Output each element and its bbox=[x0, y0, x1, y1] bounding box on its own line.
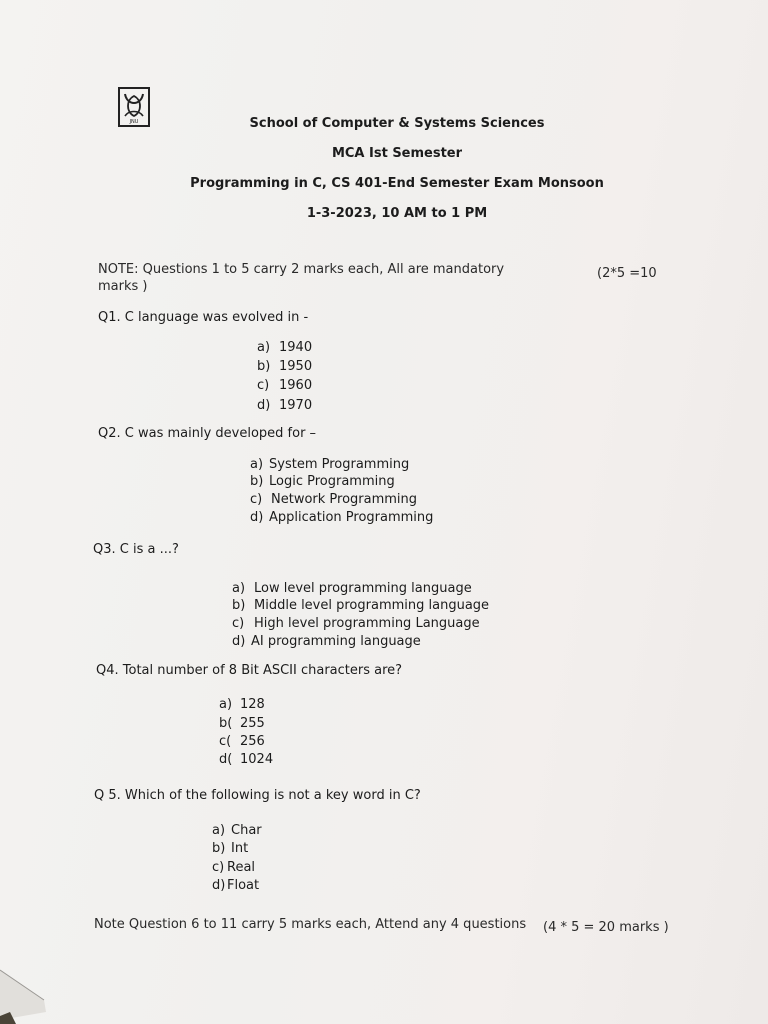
question-5-option-d: d) Float bbox=[212, 878, 260, 893]
question-5-option-b: b) Int bbox=[212, 841, 249, 856]
question-2-option-b: b) Logic Programming bbox=[250, 474, 395, 489]
exam-datetime: 1-3-2023, 10 AM to 1 PM bbox=[306, 206, 488, 221]
school-name: School of Computer & Systems Sciences bbox=[249, 116, 545, 131]
question-4-option-c: c( 256 bbox=[219, 734, 265, 749]
question-4-option-b: b( 255 bbox=[219, 716, 265, 731]
question-3-option-c: c) High level programming Language bbox=[232, 616, 480, 631]
question-5-option-a: a) Char bbox=[212, 823, 262, 838]
section-2-note: Note Question 6 to 11 carry 5 marks each, Attend any 4 questions bbox=[94, 917, 527, 932]
question-4: Q4. Total number of 8 Bit ASCII characters are? bbox=[96, 663, 403, 678]
question-2-option-c: c) Network Programming bbox=[250, 492, 418, 507]
course-title: Programming in C, CS 401-End Semester Exam Monsoon bbox=[190, 176, 604, 191]
section-note-continuation: marks ) bbox=[98, 279, 148, 294]
question-3: Q3. C is a ...? bbox=[93, 542, 179, 557]
section-note: NOTE: Questions 1 to 5 carry 2 marks each, All are mandatory bbox=[98, 262, 505, 277]
question-3-option-d: d) AI programming language bbox=[232, 634, 421, 649]
question-1-option-d: d) 1970 bbox=[257, 398, 313, 413]
page-fold-shadow bbox=[0, 960, 60, 1024]
question-2-option-d: d) Application Programming bbox=[250, 510, 434, 525]
question-5: Q 5. Which of the following is not a key word in C? bbox=[94, 788, 421, 803]
question-1-option-a: a) 1940 bbox=[257, 340, 313, 355]
question-3-option-a: a) Low level programming language bbox=[232, 581, 472, 596]
question-1: Q1. C language was evolved in - bbox=[98, 310, 309, 325]
svg-text:JNU: JNU bbox=[129, 119, 139, 125]
question-2-option-a: a) System Programming bbox=[250, 457, 410, 472]
question-1-option-b: b) 1950 bbox=[257, 359, 313, 374]
section-marks: (2*5 =10 bbox=[597, 266, 657, 281]
question-1-option-c: c) 1960 bbox=[257, 378, 313, 393]
program-name: MCA Ist Semester bbox=[331, 146, 463, 161]
question-5-option-c: c) Real bbox=[212, 860, 256, 875]
question-4-option-d: d( 1024 bbox=[219, 752, 274, 767]
question-2: Q2. C was mainly developed for – bbox=[98, 426, 317, 441]
section-2-marks: (4 * 5 = 20 marks ) bbox=[543, 920, 669, 935]
question-3-option-b: b) Middle level programming language bbox=[232, 598, 490, 613]
question-4-option-a: a) 128 bbox=[219, 697, 265, 712]
